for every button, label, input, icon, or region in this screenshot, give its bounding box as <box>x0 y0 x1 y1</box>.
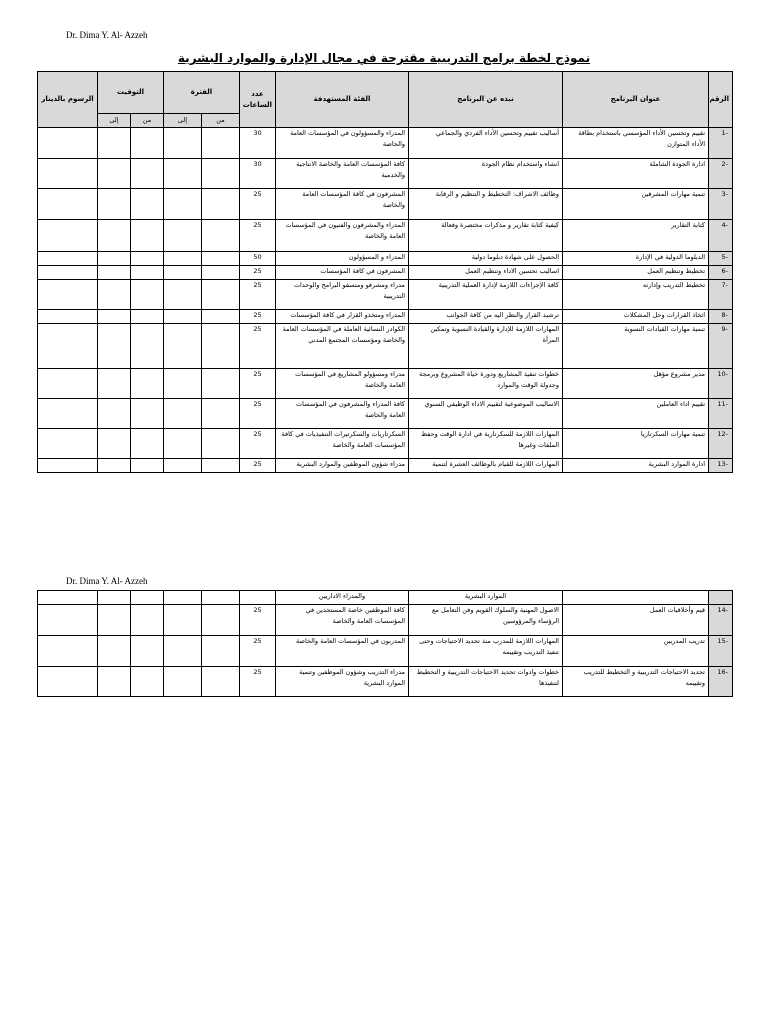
row-period-from <box>202 252 240 266</box>
row-hours: 25 <box>240 220 276 252</box>
row-period-from <box>202 369 240 399</box>
row-program-title: تخطيط وتنظيم العمل <box>563 266 709 280</box>
row-summary: المهارات اللازمة للإدارة والقيادة النسوية وتمكين المرأة <box>409 324 563 369</box>
row-period-from <box>202 310 240 324</box>
row-program-title: الدبلوما الدولية في الإدارة <box>563 252 709 266</box>
row-timing-to <box>98 459 131 473</box>
row-timing-to <box>98 220 131 252</box>
row-period-to <box>164 429 202 459</box>
row-target-group: كافة الموظفين خاصة المستجدين في المؤسسات العامة والخاصة <box>276 605 409 636</box>
row-number: -3 <box>709 189 733 220</box>
row-program-title <box>563 591 709 605</box>
row-program-title: تنمية مهارات القيادات النسوية <box>563 324 709 369</box>
row-target-group: كافة المدراء والمشرفون في المؤسسات العامة والخاصة <box>276 399 409 429</box>
row-program-title: تدريب المدربين <box>563 636 709 667</box>
row-hours: 50 <box>240 252 276 266</box>
row-summary: اساليب تحسين الاداء وتنظيم العمل <box>409 266 563 280</box>
table-row <box>38 399 733 429</box>
row-program-title: تنمية مهارات المشرفين <box>563 189 709 220</box>
row-period-to <box>164 605 202 636</box>
row-hours: 25 <box>240 636 276 667</box>
row-timing-from <box>131 399 164 429</box>
header-hours: عدد الساعات <box>240 72 276 128</box>
row-timing-from <box>131 189 164 220</box>
row-period-to <box>164 280 202 310</box>
row-period-to <box>164 399 202 429</box>
header-number: الرقم <box>709 72 733 128</box>
row-fees <box>38 220 98 252</box>
row-hours: 30 <box>240 159 276 189</box>
row-summary: كافة الإجراءات اللازمة لإدارة العملية التدريبية <box>409 280 563 310</box>
row-hours: 25 <box>240 459 276 473</box>
row-timing-from <box>131 324 164 369</box>
row-summary: الحصول على شهادة دبلوما دولية <box>409 252 563 266</box>
row-number: -13 <box>709 459 733 473</box>
header-fees: الرسوم بالدينار <box>38 72 98 128</box>
table-row <box>38 324 733 369</box>
table-row <box>38 280 733 310</box>
row-number: -5 <box>709 252 733 266</box>
row-timing-to <box>98 252 131 266</box>
row-summary: خطوات وادوات تحديد الاحتياجات التدريبية و التخطيط لتنفيذها <box>409 667 563 697</box>
row-target-group: المشرفون في كافة المؤسسات العامة والخاصة <box>276 189 409 220</box>
row-program-title: مدير مشروع مؤهل <box>563 369 709 399</box>
row-summary: المهارات اللازمة للقيام بالوظائف العشرة لتنمية <box>409 459 563 473</box>
row-number: -4 <box>709 220 733 252</box>
header-timing-from: من <box>131 114 164 128</box>
row-summary: الاصول المهنية والسلوك القويم وفن التعامل مع الرؤساء والمرؤوسين <box>409 605 563 636</box>
row-period-from <box>202 128 240 159</box>
header-summary: نبذه عن البرنامج <box>409 72 563 128</box>
row-number: -11 <box>709 399 733 429</box>
row-fees <box>38 266 98 280</box>
row-target-group: مدراء ومسؤولو المشاريع في المؤسسات العامة والخاصة <box>276 369 409 399</box>
author-name: Dr. Dima Y. Al- Azzeh <box>66 30 148 40</box>
row-fees <box>38 636 98 667</box>
row-hours: 25 <box>240 280 276 310</box>
header-period-from: من <box>202 114 240 128</box>
row-hours: 25 <box>240 605 276 636</box>
header-period-to: إلى <box>164 114 202 128</box>
row-number: -10 <box>709 369 733 399</box>
row-number: -12 <box>709 429 733 459</box>
continuation-row <box>38 591 733 605</box>
row-period-to <box>164 220 202 252</box>
training-plan-table-continued <box>37 590 733 697</box>
header-program-title: عنوان البرنامج <box>563 72 709 128</box>
row-program-title: تنمية مهارات السكرتاريا <box>563 429 709 459</box>
row-summary: أساليب تقييم وتحسين الأداء الفردي والجماعي <box>409 128 563 159</box>
table-row <box>38 159 733 189</box>
row-period-from <box>202 429 240 459</box>
row-timing-to <box>98 399 131 429</box>
row-hours: 25 <box>240 324 276 369</box>
row-target-group: المدراء ومتخذو القرار في كافة المؤسسات <box>276 310 409 324</box>
row-timing-to <box>98 667 131 697</box>
row-program-title: تحديد الاحتياجات التدريبية و التخطيط للتدريب وتقييمه <box>563 667 709 697</box>
row-number: -6 <box>709 266 733 280</box>
row-period-from <box>202 459 240 473</box>
table-row <box>38 310 733 324</box>
row-fees <box>38 369 98 399</box>
row-hours: 25 <box>240 266 276 280</box>
row-hours: 25 <box>240 429 276 459</box>
table-row <box>38 220 733 252</box>
row-fees <box>38 399 98 429</box>
row-fees <box>38 667 98 697</box>
row-hours: 25 <box>240 369 276 399</box>
row-timing-to <box>98 189 131 220</box>
row-period-to <box>164 324 202 369</box>
table-row <box>38 459 733 473</box>
row-timing-from <box>131 266 164 280</box>
table-row <box>38 636 733 667</box>
row-fees <box>38 252 98 266</box>
table-row <box>38 252 733 266</box>
author-name-page2: Dr. Dima Y. Al- Azzeh <box>66 576 148 586</box>
header-timing-to: إلى <box>98 114 131 128</box>
row-fees <box>38 189 98 220</box>
row-period-to <box>164 266 202 280</box>
row-timing-to <box>98 266 131 280</box>
row-timing-from <box>131 280 164 310</box>
row-period-to <box>164 459 202 473</box>
row-timing-from <box>131 605 164 636</box>
row-target-group: كافة المؤسسات العامة والخاصة الانتاجية والخدمية <box>276 159 409 189</box>
row-fees <box>38 459 98 473</box>
row-fees <box>38 605 98 636</box>
row-program-title: تقييم وتحسين الأداء المؤسسي باستخدام بطاقة الأداء المتوازن <box>563 128 709 159</box>
row-target-group: مدراء التدريب وشؤون الموظفين وتنمية الموارد البشرية <box>276 667 409 697</box>
row-program-title: كتابة التقارير <box>563 220 709 252</box>
row-period-to <box>164 159 202 189</box>
row-period-from <box>202 266 240 280</box>
row-hours: 25 <box>240 310 276 324</box>
row-period-from <box>202 605 240 636</box>
row-number: -14 <box>709 605 733 636</box>
row-program-title: تخطيط التدريب وإدارته <box>563 280 709 310</box>
row-fees <box>38 128 98 159</box>
training-plan-table <box>37 71 733 473</box>
row-timing-to <box>98 310 131 324</box>
row-target-group: الكوادر النسائية العاملة في المؤسسات العامة والخاصة ومؤسسات المجتمع المدني <box>276 324 409 369</box>
row-period-from <box>202 324 240 369</box>
row-period-to <box>164 369 202 399</box>
row-period-from <box>202 280 240 310</box>
row-fees <box>38 429 98 459</box>
row-hours: 30 <box>240 128 276 159</box>
page-title: نموذج لخطة برامج التدريبية مقترحة في مجال الإدارة والموارد البشرية <box>177 51 591 65</box>
table-row <box>38 266 733 280</box>
row-timing-from <box>131 220 164 252</box>
row-summary: الموارد البشرية <box>409 591 563 605</box>
row-hours: 25 <box>240 667 276 697</box>
row-number: -1 <box>709 128 733 159</box>
row-period-to <box>164 128 202 159</box>
row-period-from <box>202 159 240 189</box>
row-program-title: تقييم اداء العاملين <box>563 399 709 429</box>
row-period-from <box>202 189 240 220</box>
row-fees <box>38 159 98 189</box>
table-row <box>38 189 733 220</box>
table-row <box>38 667 733 697</box>
row-timing-from <box>131 128 164 159</box>
row-target-group: المدربون في المؤسسات العامة والخاصة <box>276 636 409 667</box>
row-summary: خطوات تنفيذ المشاريع ودورة حياة المشروع وبرمجة وجدولة الوقت والموارد <box>409 369 563 399</box>
row-summary: وظائف الاشراف: التخطيط و التنظيم و الرقابة <box>409 189 563 220</box>
row-number: -9 <box>709 324 733 369</box>
row-summary: انشاء واستخدام نظام الجودة <box>409 159 563 189</box>
row-timing-from <box>131 369 164 399</box>
row-number: -8 <box>709 310 733 324</box>
row-timing-from <box>131 159 164 189</box>
row-target-group: المدراء والمسؤولون في المؤسسات العامة والخاصة <box>276 128 409 159</box>
row-target-group: مدراء شؤون الموظفين والموارد البشرية <box>276 459 409 473</box>
table-row <box>38 605 733 636</box>
row-timing-to <box>98 369 131 399</box>
row-period-from <box>202 667 240 697</box>
row-program-title: ادارة الموارد البشرية <box>563 459 709 473</box>
row-fees <box>38 310 98 324</box>
row-timing-to <box>98 159 131 189</box>
header-timing: التوقيت <box>98 72 164 114</box>
row-summary: كيفية كتابة تقارير و مذكرات مختصرة وفعالة <box>409 220 563 252</box>
row-number <box>709 591 733 605</box>
row-period-from <box>202 399 240 429</box>
row-number: -15 <box>709 636 733 667</box>
row-hours: 25 <box>240 189 276 220</box>
row-period-to <box>164 310 202 324</box>
row-fees <box>38 324 98 369</box>
table-row <box>38 369 733 399</box>
header-target-group: الفئة المستهدفة <box>276 72 409 128</box>
row-period-to <box>164 636 202 667</box>
row-timing-from <box>131 636 164 667</box>
table-row <box>38 429 733 459</box>
row-timing-from <box>131 667 164 697</box>
row-summary: ترشيد القرار والنظر اليه من كافة الجوانب <box>409 310 563 324</box>
row-program-title: اتخاذ القرارات وحل المشكلات <box>563 310 709 324</box>
row-timing-to <box>98 429 131 459</box>
header-period: الفترة <box>164 72 240 114</box>
row-period-to <box>164 189 202 220</box>
row-summary: المهارات اللازمة للمدرب منذ تحديد الاحتياجات وحتى تنفيذ التدريب وتقييمه <box>409 636 563 667</box>
row-target-group: والمدراء الاداريين <box>276 591 409 605</box>
row-timing-from <box>131 310 164 324</box>
row-timing-to <box>98 128 131 159</box>
row-period-from <box>202 220 240 252</box>
row-period-to <box>164 667 202 697</box>
row-timing-from <box>131 429 164 459</box>
row-number: -7 <box>709 280 733 310</box>
row-summary: المهارات اللازمة للسكرتارية في ادارة الوقت وحفظ الملفات وغيرها <box>409 429 563 459</box>
row-timing-to <box>98 324 131 369</box>
row-program-title: قيم وأخلاقيات العمل <box>563 605 709 636</box>
row-target-group: المدراء والمشرفون والفنيون في المؤسسات العامة والخاصة <box>276 220 409 252</box>
row-hours: 25 <box>240 399 276 429</box>
table-row <box>38 128 733 159</box>
row-program-title: ادارة الجودة الشاملة <box>563 159 709 189</box>
row-target-group: المدراء و المسؤولون <box>276 252 409 266</box>
row-target-group: المشرفون في كافة المؤسسات <box>276 266 409 280</box>
row-period-to <box>164 252 202 266</box>
row-timing-to <box>98 280 131 310</box>
row-timing-to <box>98 636 131 667</box>
row-number: -16 <box>709 667 733 697</box>
row-period-from <box>202 636 240 667</box>
row-timing-from <box>131 252 164 266</box>
row-number: -2 <box>709 159 733 189</box>
row-target-group: السكرتاريات والسكرتيرات التنفيذيات في كافة المؤسسات العامة والخاصة <box>276 429 409 459</box>
row-timing-from <box>131 459 164 473</box>
row-summary: الاساليب الموضوعية لتقييم الاداء الوظيفي السنوي <box>409 399 563 429</box>
row-target-group: مدراء ومشرفو ومنسقو البرامج والوحدات التدريبية <box>276 280 409 310</box>
row-fees <box>38 280 98 310</box>
row-timing-to <box>98 605 131 636</box>
